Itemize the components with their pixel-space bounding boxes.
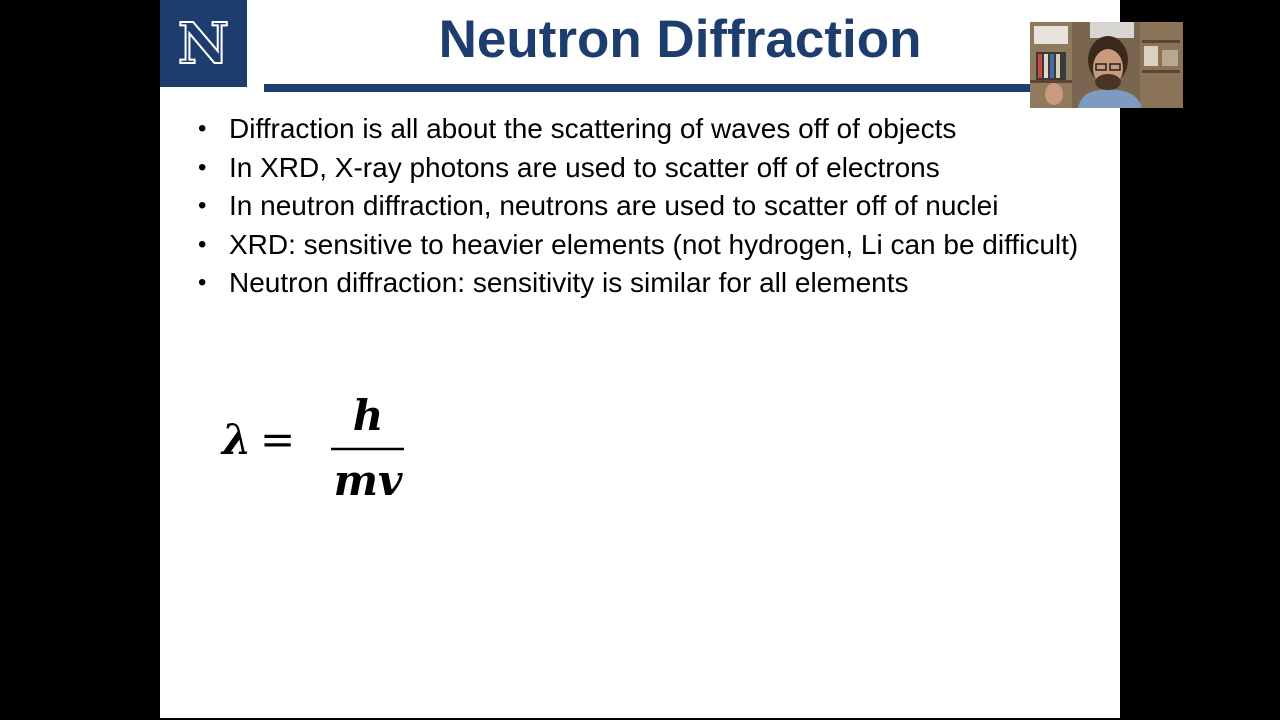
- equation-equals: =: [260, 415, 296, 464]
- de-broglie-equation: [220, 392, 420, 502]
- bullet-text: In XRD, X-ray photons are used to scatter off of electrons: [229, 151, 940, 183]
- title-underline: [264, 84, 1034, 92]
- equation-numerator: h: [352, 392, 384, 440]
- bullet-marker: •: [198, 192, 207, 219]
- bullet-item: [198, 264, 1098, 303]
- equation-lambda: λ: [222, 415, 252, 464]
- bullet-text: Neutron diffraction: sensitivity is similar for all elements: [229, 267, 909, 298]
- bullet-marker: •: [198, 230, 207, 258]
- bullet-item: [198, 187, 1098, 226]
- bullet-text: Diffraction is all about the scattering of waves off of objects: [229, 113, 957, 144]
- equation-denominator: mv: [333, 456, 403, 502]
- bullet-item: [198, 149, 1098, 188]
- bullet-marker: •: [198, 115, 207, 142]
- bullet-text: In neutron diffraction, neutrons are used to scatter off of nuclei: [229, 190, 999, 221]
- logo-letter: N: [177, 10, 230, 77]
- presentation-slide: [160, 0, 1120, 718]
- bullet-item: [198, 226, 1098, 265]
- webcam-presenter-icon: [1030, 22, 1183, 108]
- webcam-overlay: [1030, 22, 1183, 108]
- bullet-list: [198, 110, 1098, 303]
- slide-title: Neutron Diffraction: [438, 10, 922, 69]
- bullet-text: XRD: sensitive to heavier elements (not hydrogen, Li can be difficult): [229, 228, 1079, 260]
- university-logo: [160, 0, 247, 87]
- bullet-item: [198, 110, 1098, 149]
- bullet-marker: •: [198, 269, 207, 296]
- bullet-marker: •: [198, 153, 207, 181]
